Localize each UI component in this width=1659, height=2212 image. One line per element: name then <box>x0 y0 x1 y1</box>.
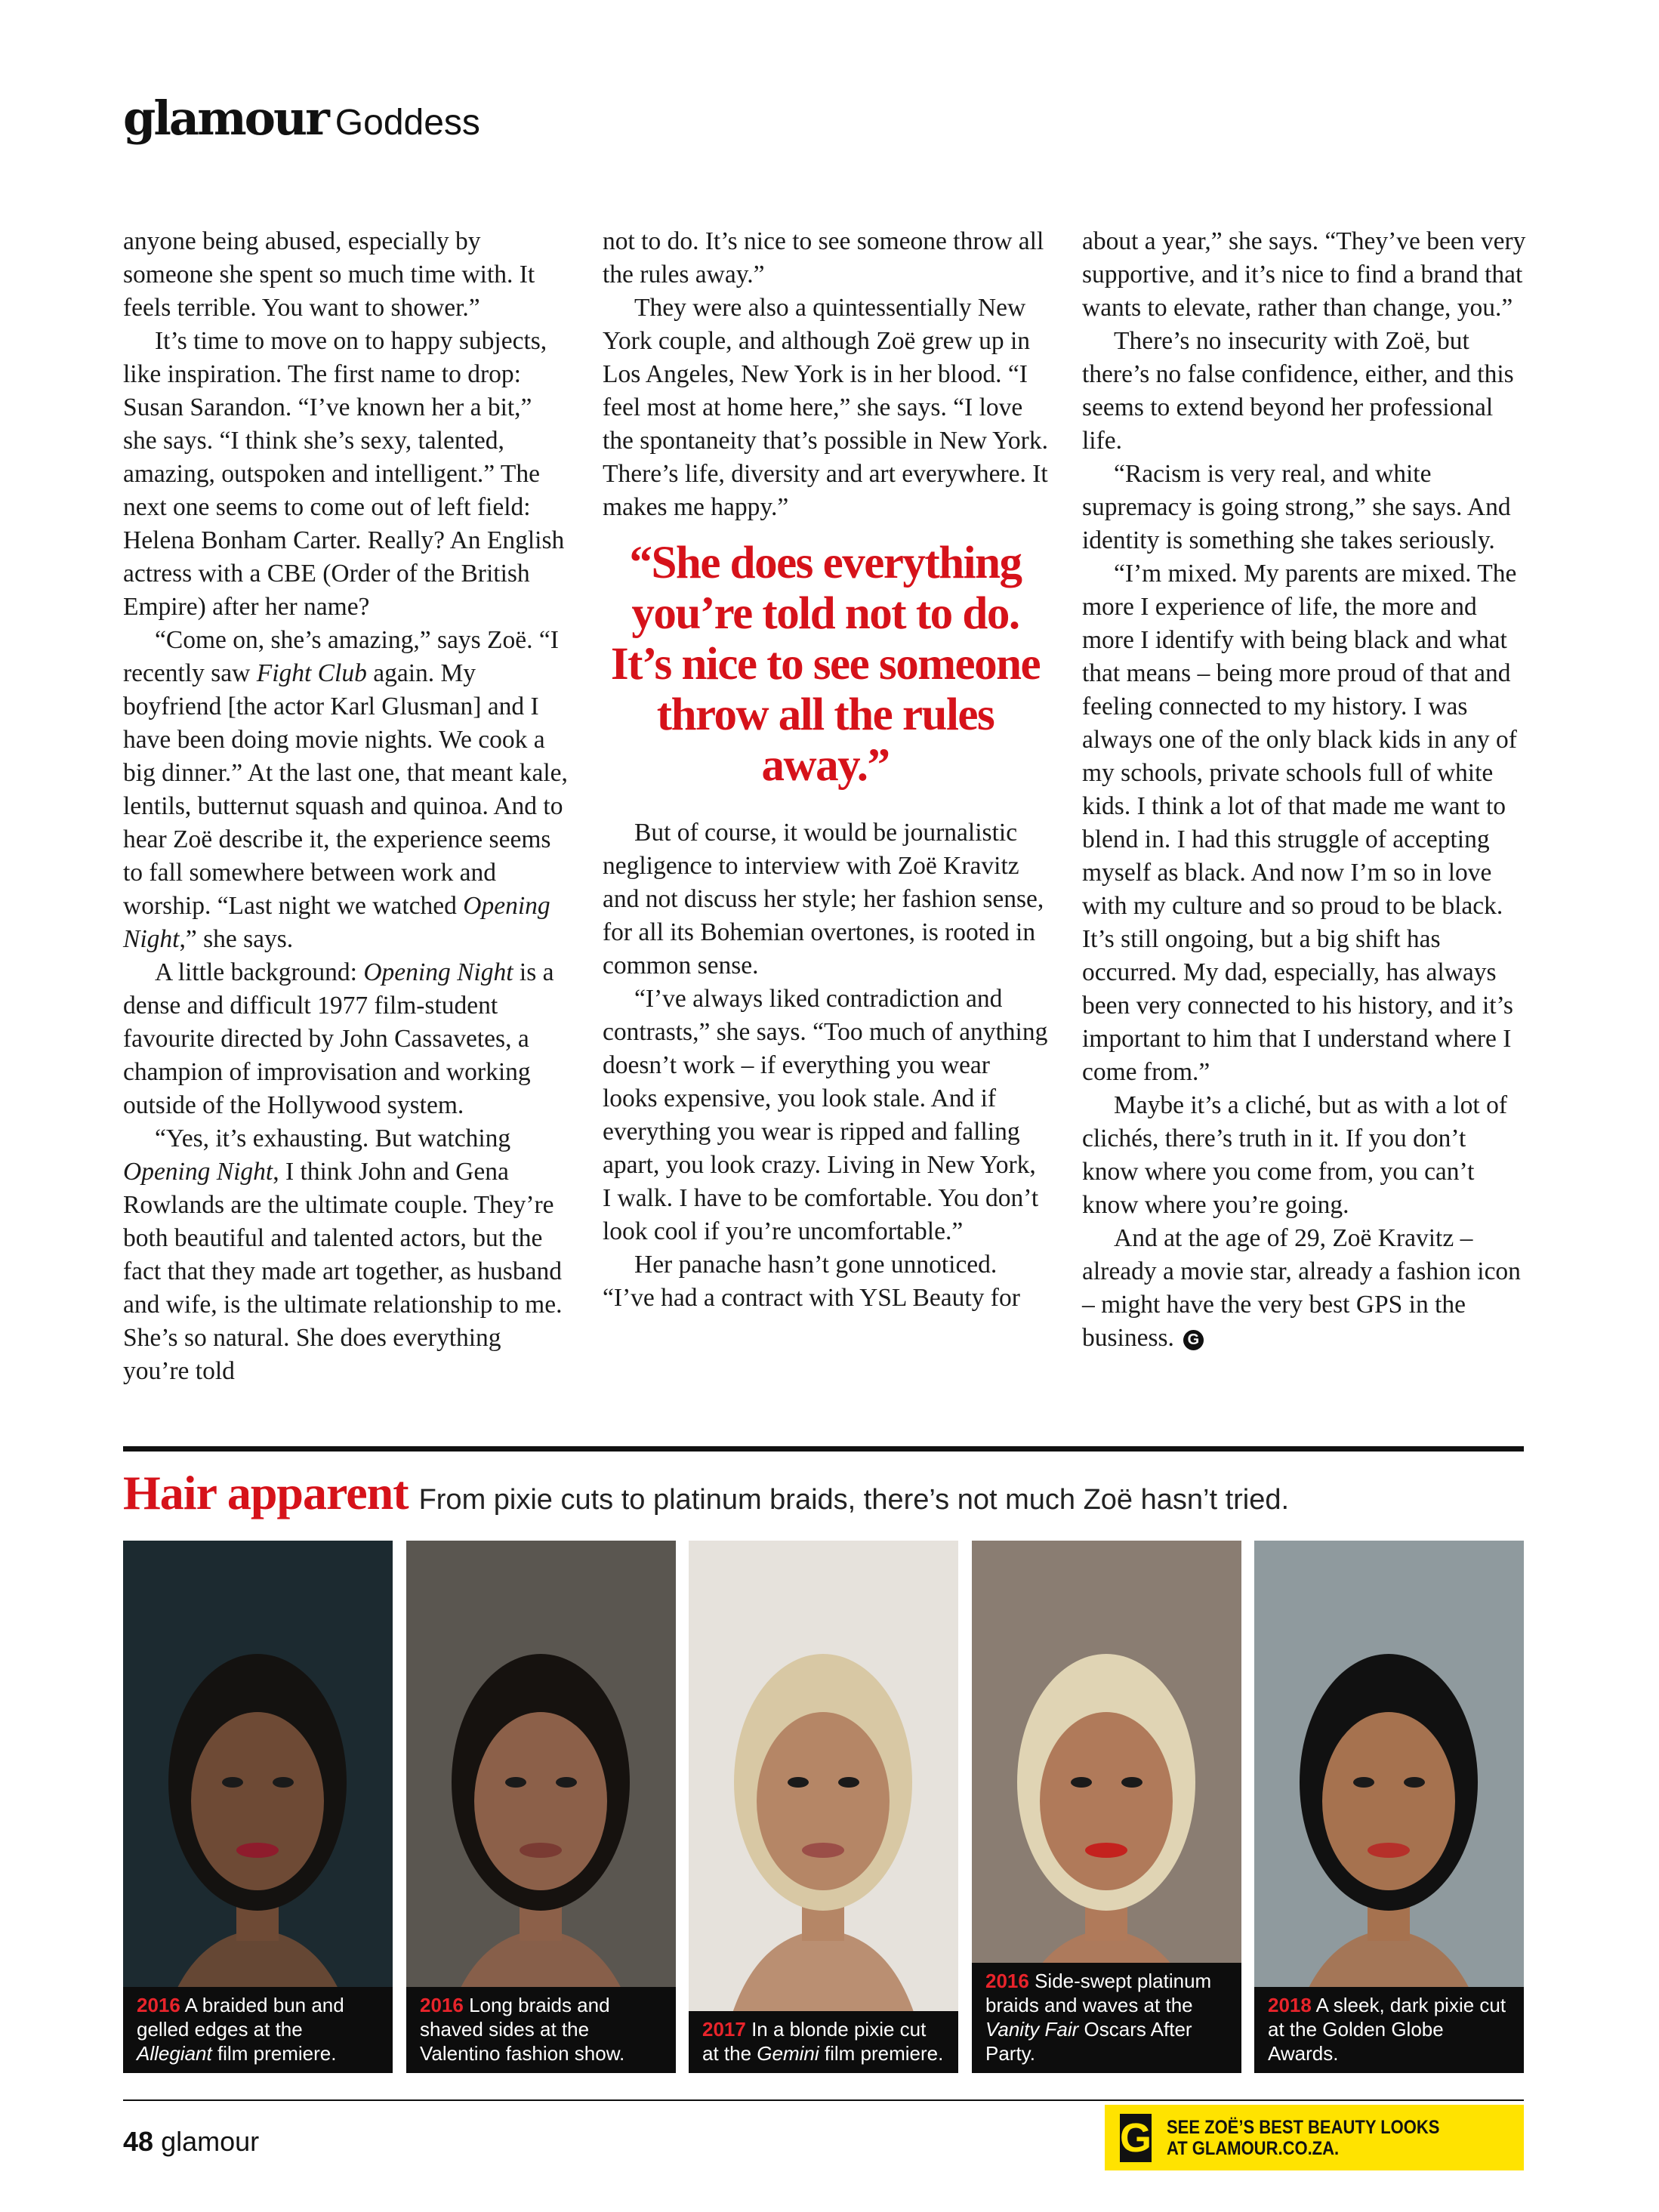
masthead-section: Goddess <box>335 103 480 143</box>
lips <box>236 1843 279 1858</box>
photo-caption: 2016 Long braids and shaved sides at the Valentino fashion show. <box>406 1987 676 2073</box>
section-divider <box>123 1446 1524 1452</box>
eye-right <box>838 1777 859 1788</box>
masthead-brand: glamour <box>123 91 328 146</box>
lips <box>520 1843 562 1858</box>
face <box>1322 1712 1455 1890</box>
hair-section-title: Hair apparent <box>123 1466 409 1519</box>
photo-caption: 2016 Side-swept platinum braids and waves at the Vanity Fair Oscars After Party. <box>972 1963 1241 2073</box>
eye-left <box>1071 1777 1092 1788</box>
folio-brand: glamour <box>161 2126 260 2157</box>
photo-caption: 2018 A sleek, dark pixie cut at the Golden Globe Awards. <box>1254 1987 1524 2073</box>
paragraph: “I’ve always liked contradiction and contrasts,” she says. “Too much of anything doesn’t work – if everything you wear looks expensive, you look stale. And if everything you wear is ripped and falling apart, you look crazy. Living in New York, I walk. I have to be comfortable. You don’t look cool if you’re uncomfortable.” <box>603 985 1048 1245</box>
paragraph: not to do. It’s nice to see someone throw all the rules away.” <box>603 227 1044 288</box>
hair-photo-2016-platinum-braids <box>972 1541 1241 2073</box>
paragraph: A little background: Opening Night is a dense and difficult 1977 film-student favourite directed by John Cassavetes, a champion of improvisation and working outside of the Hollywood system. <box>123 958 554 1119</box>
photo-strip <box>123 1541 1524 2073</box>
footer-divider <box>123 2099 1524 2101</box>
paragraph: anyone being abused, especially by someone she spent so much time with. It feels terrible. You want to shower.” <box>123 227 535 322</box>
website-promo[interactable] <box>1105 2105 1524 2170</box>
promo-text: SEE ZOË’S BEST BEAUTY LOOKS AT GLAMOUR.CO.ZA. <box>1167 2116 1440 2159</box>
paragraph: “I’m mixed. My parents are mixed. The more I experience of life, the more and more I identify with being black and what that means – being more proud of that and feeling connected to my history. I was always one of the only black kids in any of my schools, private schools full of white kids. I think a lot of that made me want to blend in. I had this struggle of accepting myself as black. And now I’m so in love with my culture and so proud to be black. It’s still ongoing, but a big shift has occurred. My dad, especially, has always been very connected to his history, and it’s important to him that I understand where I come from.” <box>1082 560 1517 1086</box>
face <box>757 1712 890 1890</box>
paragraph: “Racism is very real, and white supremacy is going strong,” she says. And identity is something she takes seriously. <box>1082 460 1511 554</box>
face <box>191 1712 324 1890</box>
photo-caption: 2016 A braided bun and gelled edges at the Allegiant film premiere. <box>123 1987 393 2073</box>
paragraph: “Come on, she’s amazing,” says Zoë. “I recently saw Fight Club again. My boyfriend [the actor Karl Glusman] and I have been doing movie nights. We cook a big dinner.” At the last one, that meant kale, lentils, butternut squash and quinoa. And to hear Zoë describe it, the experience seems to fall somewhere between work and worship. “Last night we watched Opening Night,” she says. <box>123 626 568 953</box>
hair-section-subtitle: From pixie cuts to platinum braids, there’s not much Zoë hasn’t tried. <box>418 1484 1290 1516</box>
eye-left <box>1353 1777 1374 1788</box>
paragraph: Maybe it’s a cliché, but as with a lot of clichés, there’s truth in it. If you don’t know where you come from, you can’t know where you’re going. <box>1082 1091 1507 1219</box>
paragraph: And at the age of 29, Zoë Kravitz – already a movie star, already a fashion icon – might have the very best GPS in the business. G <box>1082 1224 1521 1352</box>
masthead <box>123 91 480 151</box>
portrait-illustration <box>689 1541 958 2073</box>
page-folio <box>123 2126 259 2158</box>
article-column-1 <box>123 225 569 1388</box>
article-column-3 <box>1082 225 1528 1355</box>
paragraph: It’s time to move on to happy subjects, like inspiration. The first name to drop: Susan Sarandon. “I’ve known her a bit,” she says. “I think she’s sexy, talented, amazing, outspoken and intelligent.” The next one seems to come out of left field: Helena Bonham Carter. Really? An English actress with a CBE (Order of the British Empire) after her name? <box>123 327 565 621</box>
hair-photo-2016-braided-bun <box>123 1541 393 2073</box>
eye-right <box>1404 1777 1425 1788</box>
hair-photo-2018-dark-pixie <box>1254 1541 1524 2073</box>
paragraph: Her panache hasn’t gone unnoticed. “I’ve had a contract with YSL Beauty for <box>603 1251 1020 1312</box>
paragraph: There’s no insecurity with Zoë, but there’s no false confidence, either, and this seems to extend beyond her professional life. <box>1082 327 1514 455</box>
end-mark-icon: G <box>1183 1330 1204 1350</box>
photo-caption: 2017 In a blonde pixie cut at the Gemini film premiere. <box>689 2011 958 2073</box>
hair-section-header <box>123 1465 1289 1526</box>
article-column-2 <box>603 225 1048 1315</box>
lips <box>802 1843 844 1858</box>
eye-right <box>556 1777 577 1788</box>
face <box>1040 1712 1173 1890</box>
lips <box>1368 1843 1410 1858</box>
paragraph: “Yes, it’s exhausting. But watching Opening Night, I think John and Gena Rowlands are the ultimate couple. They’re both beautiful and talented actors, but the fact that they made art together, as husband and wife, is the ultimate relationship to me. She’s so natural. She does everything you’re told <box>123 1125 563 1385</box>
paragraph: about a year,” she says. “They’ve been very supportive, and it’s nice to find a brand that wants to elevate, rather than change, you.” <box>1082 227 1526 322</box>
eye-right <box>1121 1777 1142 1788</box>
eye-left <box>222 1777 243 1788</box>
glamour-g-icon: G <box>1120 2115 1152 2161</box>
eye-left <box>788 1777 809 1788</box>
face <box>474 1712 607 1890</box>
hair-photo-2016-long-braids <box>406 1541 676 2073</box>
paragraph: But of course, it would be journalistic negligence to interview with Zoë Kravitz and not discuss her style; her fashion sense, for all its Bohemian overtones, is rooted in common sense. <box>603 819 1044 980</box>
hair-photo-2017-blonde-pixie <box>689 1541 958 2073</box>
paragraph: They were also a quintessentially New York couple, and although Zoë grew up in Los Angeles, New York is in her blood. “I feel most at home here,” she says. “I love the spontaneity that’s possible in New York. There’s life, diversity and art everywhere. It makes me happy.” <box>603 294 1048 521</box>
page-number: 48 <box>123 2126 154 2157</box>
lips <box>1085 1843 1127 1858</box>
pull-quote: “She does everything you’re told not to do. It’s nice to see someone throw all the rules away.” <box>610 538 1041 791</box>
eye-right <box>273 1777 294 1788</box>
eye-left <box>505 1777 526 1788</box>
